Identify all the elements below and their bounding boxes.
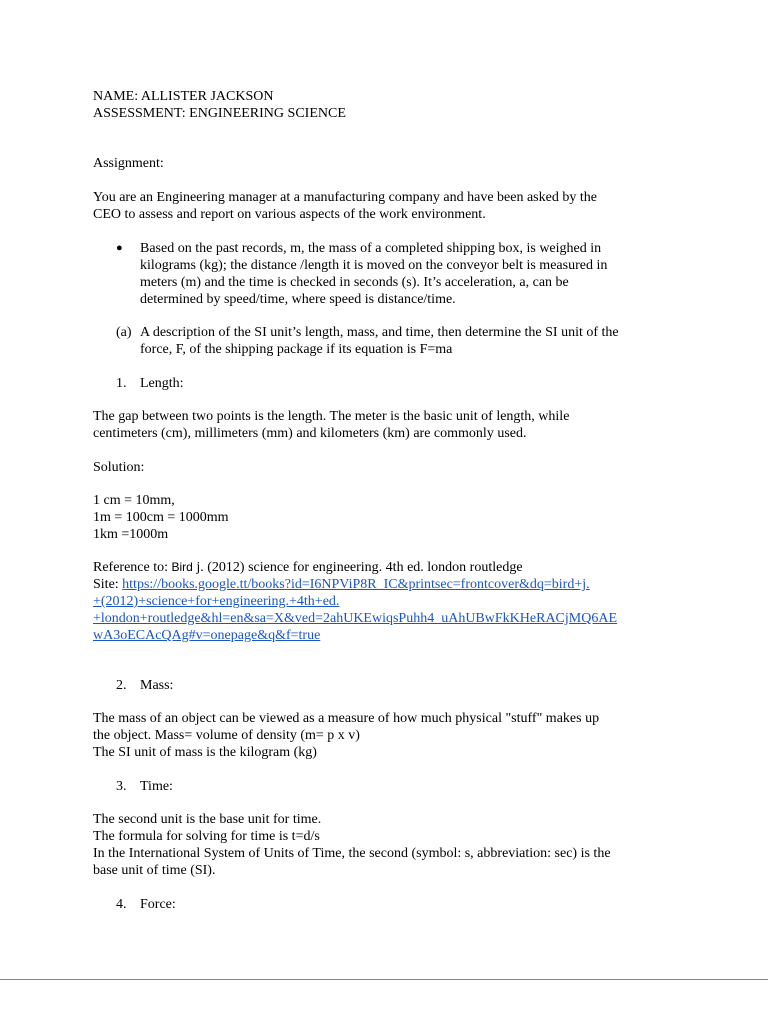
- part-a-marker: (a): [116, 325, 132, 340]
- conversion-line: 1 cm = 10mm,: [93, 493, 175, 508]
- mass-line: The SI unit of mass is the kilogram (kg): [93, 745, 317, 760]
- intro-line: CEO to assess and report on various aspects of the work environment.: [93, 207, 486, 222]
- bullet-line: determined by speed/time, where speed is distance/time.: [140, 292, 456, 307]
- reference-author: Bird: [171, 560, 193, 574]
- part-a-line: force, F, of the shipping package if its equation is F=ma: [140, 342, 453, 357]
- time-line: The formula for solving for time is t=d/s: [93, 829, 320, 844]
- reference-link-cont: [93, 593, 693, 610]
- reference-link[interactable]: wA3oECAcQAg#v=onepage&q&f=true: [93, 628, 321, 643]
- intro-paragraph: [93, 189, 693, 223]
- mass-line: the object. Mass= volume of density (m= p x v): [93, 728, 360, 743]
- bullet-icon: ●: [116, 242, 123, 254]
- conversion-line: 1km =1000m: [93, 527, 169, 542]
- section-number: 4.: [116, 897, 127, 912]
- section-title-force: Force:: [140, 897, 176, 912]
- assignment-label: Assignment:: [93, 156, 164, 171]
- reference-link[interactable]: +london+routledge&hl=en&sa=X&ved=2ahUKEwiqsPuhh4_uAhUBwFkKHeRACjMQ6AE: [93, 611, 618, 626]
- length-line: The gap between two points is the length. The meter is the basic unit of length, while: [93, 409, 570, 424]
- part-a-paragraph: [140, 324, 619, 358]
- reference-site: [93, 576, 693, 593]
- student-name: NAME: ALLISTER JACKSON: [93, 89, 274, 104]
- mass-body: [93, 710, 693, 761]
- part-a-line: A description of the SI unit’s length, mass, and time, then determine the SI unit of the: [140, 325, 619, 340]
- length-body: [93, 408, 693, 442]
- section-title-length: Length:: [140, 376, 184, 391]
- bullet-line: Based on the past records, m, the mass of a completed shipping box, is weighed in: [140, 241, 602, 256]
- time-line: base unit of time (SI).: [93, 863, 216, 878]
- conversions: [93, 492, 693, 543]
- reference-rest: j. (2012) science for engineering. 4th ed. london routledge: [192, 560, 523, 575]
- time-body: [93, 811, 693, 879]
- section-title-time: Time:: [140, 779, 173, 794]
- intro-line: You are an Engineering manager at a manufacturing company and have been asked by the: [93, 190, 597, 205]
- bullet-line: meters (m) and the time is checked in seconds (s). It’s acceleration, a, can be: [140, 275, 569, 290]
- section-title-mass: Mass:: [140, 678, 174, 693]
- site-label: Site:: [93, 577, 123, 592]
- mass-line: The mass of an object can be viewed as a measure of how much physical "stuff" makes up: [93, 711, 600, 726]
- reference: [93, 559, 693, 644]
- assessment-title: ASSESSMENT: ENGINEERING SCIENCE: [93, 106, 346, 121]
- section-number: 3.: [116, 779, 127, 794]
- time-line: The second unit is the base unit for time.: [93, 812, 322, 827]
- footer-divider: [0, 979, 768, 980]
- length-line: centimeters (cm), millimeters (mm) and kilometers (km) are commonly used.: [93, 426, 527, 441]
- reference-link[interactable]: +(2012)+science+for+engineering.+4th+ed.: [93, 594, 340, 609]
- bullet-line: kilograms (kg); the distance /length it is moved on the conveyor belt is measured in: [140, 258, 608, 273]
- bullet-paragraph: [140, 240, 607, 308]
- reference-prefix: Reference to:: [93, 560, 172, 575]
- header: [93, 88, 693, 122]
- solution-label: Solution:: [93, 460, 145, 475]
- reference-link-cont: [93, 627, 693, 644]
- time-line: In the International System of Units of Time, the second (symbol: s, abbreviation: sec) is the: [93, 846, 611, 861]
- section-number: 1.: [116, 376, 127, 391]
- reference-citation: [93, 559, 693, 576]
- reference-link[interactable]: https://books.google.tt/books?id=I6NPViP8R_IC&printsec=frontcover&dq=bird+j.: [122, 577, 590, 592]
- conversion-line: 1m = 100cm = 1000mm: [93, 510, 229, 525]
- section-number: 2.: [116, 678, 127, 693]
- reference-link-cont: [93, 610, 693, 627]
